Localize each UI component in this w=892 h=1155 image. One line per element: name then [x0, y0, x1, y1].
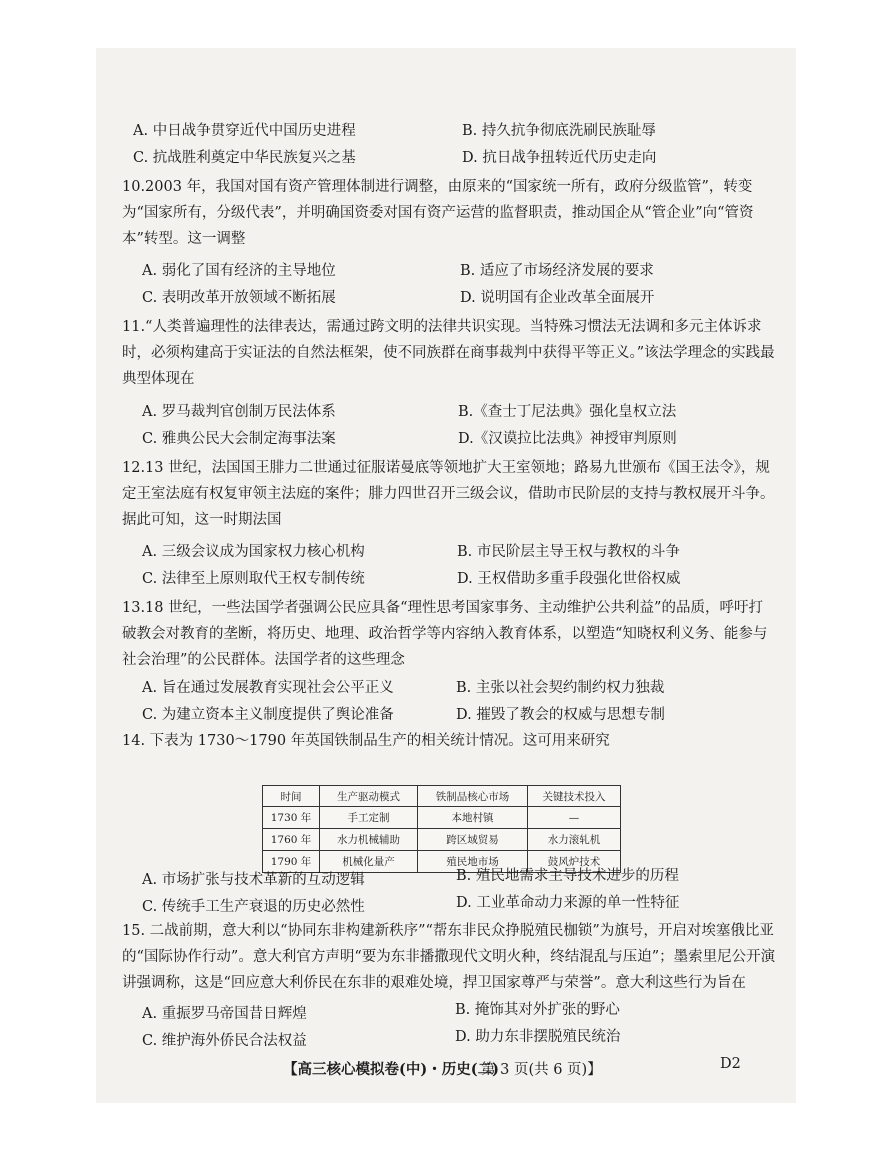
iron-production-table [262, 785, 621, 873]
q14-option-b[interactable]: B. 殖民地需求主导技术进步的历程 [456, 868, 679, 884]
q15-option-b[interactable]: B. 掩饰其对外扩张的野心 [455, 1002, 620, 1018]
q12-option-a[interactable]: A. 三级会议成为国家权力核心机构 [142, 544, 365, 560]
q14-option-a[interactable]: A. 市场扩张与技术革新的互动逻辑 [142, 872, 365, 888]
q13-option-d[interactable]: D. 摧毁了教会的权威与思想专制 [456, 707, 665, 723]
table-cell: 水力机械辅助 [320, 829, 418, 851]
table-cell: 水力滚轧机 [528, 829, 621, 851]
q13-option-c[interactable]: C. 为建立资本主义制度提供了舆论准备 [142, 707, 394, 723]
q9-option-c[interactable]: C. 抗战胜利奠定中华民族复兴之基 [133, 150, 356, 166]
q9-option-d[interactable]: D. 抗日战争扭转近代历史走向 [462, 150, 657, 166]
q13-stem: 13.18 世纪，一些法国学者强调公民应具备“理性思考国家事务、主动维护公共利益”的品质，呼吁打破教会对教育的垄断，将历史、地理、政治哲学等内容纳入教育体系，以塑造“知晓权利义务、能参与社会治理”的公民群体。法国学者的这些理念 [122, 600, 768, 668]
table-row [263, 807, 621, 829]
q15-option-d[interactable]: D. 助力东非摆脱殖民统治 [455, 1029, 621, 1045]
q11-option-c[interactable]: C. 雅典公民大会制定海事法案 [142, 431, 336, 447]
table-cell: — [528, 807, 621, 829]
table-cell: 跨区域贸易 [418, 829, 528, 851]
table-cell: 1760 年 [263, 829, 320, 851]
table-header-cell: 关键技术投入 [528, 786, 621, 807]
table-cell: 1730 年 [263, 807, 320, 829]
paper-code: D2 [720, 1056, 741, 1072]
q10-option-d[interactable]: D. 说明国有企业改革全面展开 [460, 290, 655, 306]
q11-option-d[interactable]: D.《汉谟拉比法典》神授审判原则 [458, 431, 677, 447]
table-header-cell: 时间 [263, 786, 320, 807]
table-cell: 鼓风炉技术 [528, 851, 621, 873]
q10-option-b[interactable]: B. 适应了市场经济发展的要求 [460, 263, 654, 279]
table-cell: 机械化量产 [320, 851, 418, 873]
table-cell: 1790 年 [263, 851, 320, 873]
q10-stem: 10.2003 年，我国对国有资产管理体制进行调整，由原来的“国家统一所有，政府分级监管”，转变为“国家所有，分级代表”，并明确国资委对国有资产运营的监督职责，推动国企从“管企业”向“管资本”转型。这一调整 [122, 179, 754, 247]
q9-option-a[interactable]: A. 中日战争贯穿近代中国历史进程 [133, 123, 356, 139]
table-header-cell: 铁制品核心市场 [418, 786, 528, 807]
q11-stem: 11.“人类普遍理性的法律表达，需通过跨文明的法律共识实现。当特殊习惯法无法调和多元主体诉求时，必须构建高于实证法的自然法框架，使不同族群在商事裁判中获得平等正义。”该法学理念的实践最典型体现在 [122, 319, 775, 387]
q13-option-a[interactable]: A. 旨在通过发展教育实现社会公平正义 [142, 680, 394, 696]
q10-option-c[interactable]: C. 表明改革开放领域不断拓展 [142, 290, 336, 306]
footer-title: 【高三核心模拟卷(中)・历史(二) [283, 1061, 499, 1078]
table-header-cell: 生产驱动模式 [320, 786, 418, 807]
q11-option-b[interactable]: B.《查士丁尼法典》强化皇权立法 [458, 404, 677, 420]
q9-option-b[interactable]: B. 持久抗争彻底洗刷民族耻辱 [462, 123, 656, 139]
q15-stem: 15. 二战前期，意大利以“协同东非构建新秩序”“帮东非民众挣脱殖民枷锁”为旗号，开启对埃塞俄比亚的“国际协作行动”。意大利官方声明“要为东非播撒现代文明火种，终结混乱与压迫”；墨索里尼公开演讲强调称，这是“回应意大利侨民在东非的艰难处境，捍卫国家尊严与荣誉”。意大利这些行为旨在 [122, 923, 776, 991]
table-cell: 本地村镇 [418, 807, 528, 829]
table-row [263, 829, 621, 851]
q15-option-a[interactable]: A. 重振罗马帝国昔日辉煌 [142, 1006, 307, 1022]
q10-option-a[interactable]: A. 弱化了国有经济的主导地位 [142, 263, 336, 279]
q14-option-d[interactable]: D. 工业革命动力来源的单一性特征 [456, 895, 680, 911]
q13-option-b[interactable]: B. 主张以社会契约制约权力独裁 [456, 680, 665, 696]
table-header-row [263, 786, 621, 807]
table-cell: 殖民地市场 [418, 851, 528, 873]
q15-option-c[interactable]: C. 维护海外侨民合法权益 [142, 1033, 307, 1049]
q12-stem: 12.13 世纪，法国国王腓力二世通过征服诺曼底等领地扩大王室领地；路易九世颁布《国王法令》，规定王室法庭有权复审领主法庭的案件；腓力四世召开三级会议，借助市民阶层的支持与教权展开斗争。据此可知，这一时期法国 [122, 460, 775, 528]
page-number: 第 3 页(共 6 页)】 [481, 1062, 602, 1078]
q14-stem: 14. 下表为 1730～1790 年英国铁制品生产的相关统计情况。这可用来研究 [122, 733, 610, 749]
q14-option-c[interactable]: C. 传统手工生产衰退的历史必然性 [142, 899, 365, 915]
q11-option-a[interactable]: A. 罗马裁判官创制万民法体系 [142, 404, 336, 420]
q12-option-d[interactable]: D. 王权借助多重手段强化世俗权威 [457, 571, 681, 587]
q12-option-c[interactable]: C. 法律至上原则取代王权专制传统 [142, 571, 365, 587]
q12-option-b[interactable]: B. 市民阶层主导王权与教权的斗争 [457, 544, 680, 560]
table-cell: 手工定制 [320, 807, 418, 829]
